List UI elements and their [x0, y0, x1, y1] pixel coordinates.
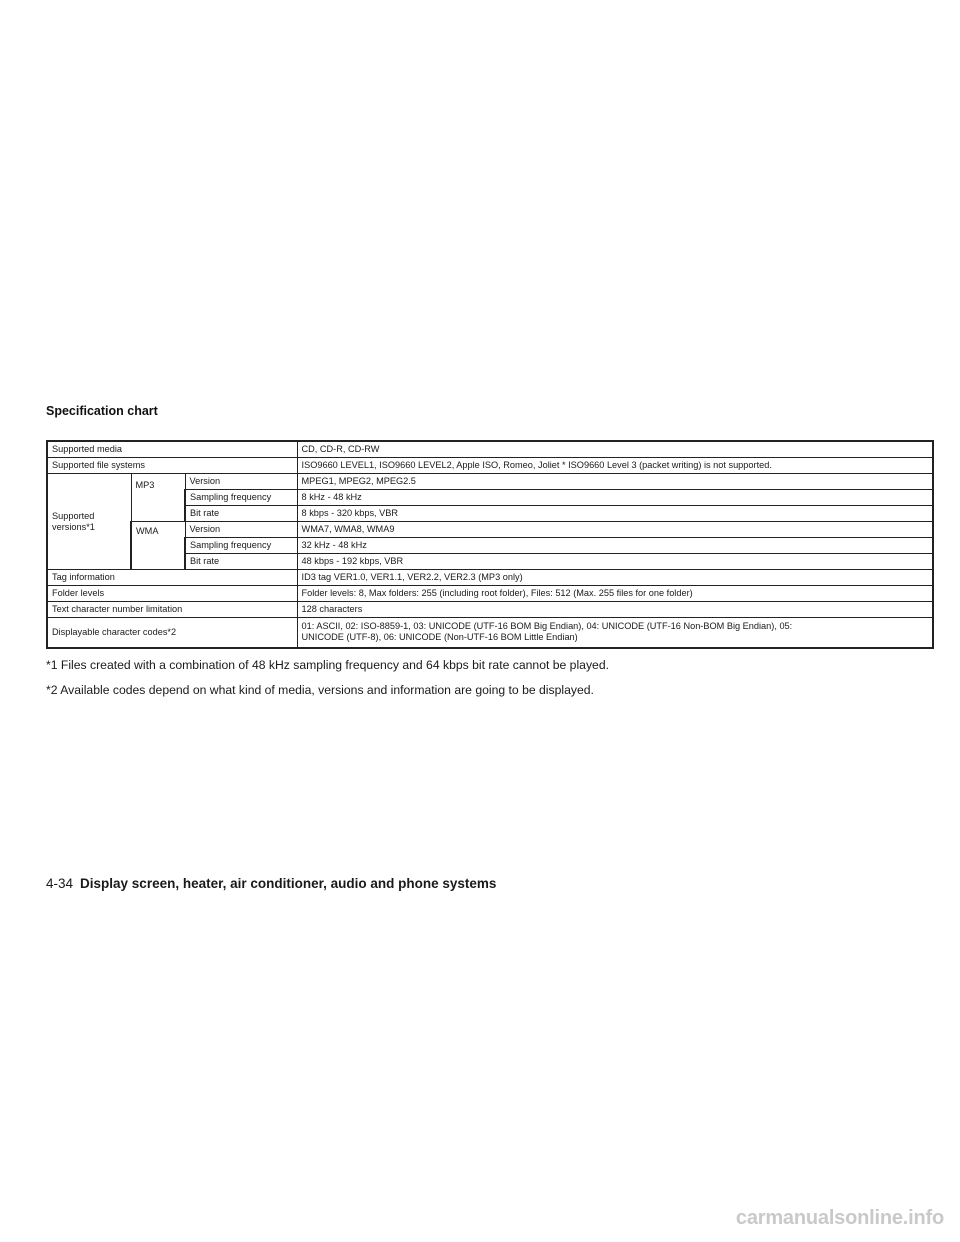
spec-sublabel-wma-sampling-frequency: Sampling frequency [185, 538, 297, 554]
specification-table [46, 440, 934, 649]
spec-label-folder-levels: Folder levels [47, 586, 297, 602]
spec-label-text-character-limit: Text character number limitation [47, 602, 297, 618]
spec-value-mp3-version: MPEG1, MPEG2, MPEG2.5 [297, 474, 933, 490]
table-row [47, 602, 933, 618]
watermark-logo: carmanualsonline.info [735, 1207, 944, 1229]
character-codes-line-1: 01: ASCII, 02: ISO-8859-1, 03: UNICODE (UTF-16 BOM Big Endian), 04: UNICODE (UTF-16 Non-BOM Big Endian), 05: [301, 621, 793, 632]
spec-value-folder-levels: Folder levels: 8, Max folders: 255 (including root folder), Files: 512 (Max. 255 files for one folder) [297, 586, 933, 602]
table-row [47, 570, 933, 586]
spec-label-supported-media: Supported media [47, 441, 297, 458]
spec-value-tag-information: ID3 tag VER1.0, VER1.1, VER2.2, VER2.3 (MP3 only) [297, 570, 933, 586]
spec-sublabel-wma-version: Version [185, 522, 297, 538]
spec-value-mp3-sampling-frequency: 8 kHz - 48 kHz [297, 490, 933, 506]
spec-value-mp3-bit-rate: 8 kbps - 320 kbps, VBR [297, 506, 933, 522]
chapter-title: Display screen, heater, air conditioner, audio and phone systems [80, 876, 497, 891]
spec-label-supported-file-systems: Supported file systems [47, 458, 297, 474]
spec-sublabel-mp3-version: Version [185, 474, 297, 490]
spec-sublabel-wma-bit-rate: Bit rate [185, 554, 297, 570]
spec-group-mp3: MP3 [131, 474, 185, 522]
page-number: 4-34 [46, 876, 74, 891]
table-row [47, 522, 933, 538]
character-codes-line-2: UNICODE (UTF-8), 06: UNICODE (Non-UTF-16 BOM Little Endian) [301, 632, 578, 643]
spec-value-wma-version: WMA7, WMA8, WMA9 [297, 522, 933, 538]
spec-sublabel-mp3-sampling-frequency: Sampling frequency [185, 490, 297, 506]
spec-value-displayable-character-codes [297, 618, 933, 648]
spec-label-supported-versions: Supported versions*1 [47, 474, 131, 570]
footnote-2: *2 Available codes depend on what kind of media, versions and information are going to be displayed. [46, 683, 594, 697]
page-footer [46, 876, 496, 891]
spec-value-supported-media: CD, CD-R, CD-RW [297, 441, 933, 458]
table-row [47, 474, 933, 490]
spec-sublabel-mp3-bit-rate: Bit rate [185, 506, 297, 522]
spec-label-tag-information: Tag information [47, 570, 297, 586]
table-row [47, 441, 933, 458]
spec-value-text-character-limit: 128 characters [297, 602, 933, 618]
spec-value-supported-file-systems: ISO9660 LEVEL1, ISO9660 LEVEL2, Apple ISO, Romeo, Joliet * ISO9660 Level 3 (packet writing) is not supported. [297, 458, 933, 474]
table-row [47, 458, 933, 474]
footnote-1: *1 Files created with a combination of 48 kHz sampling frequency and 64 kbps bit rate cannot be played. [46, 658, 609, 672]
spec-value-wma-bit-rate: 48 kbps - 192 kbps, VBR [297, 554, 933, 570]
table-row [47, 586, 933, 602]
spec-label-displayable-character-codes: Displayable character codes*2 [47, 618, 297, 648]
table-row [47, 618, 933, 648]
spec-group-wma: WMA [131, 522, 185, 570]
spec-value-wma-sampling-frequency: 32 kHz - 48 kHz [297, 538, 933, 554]
section-title: Specification chart [46, 404, 158, 418]
